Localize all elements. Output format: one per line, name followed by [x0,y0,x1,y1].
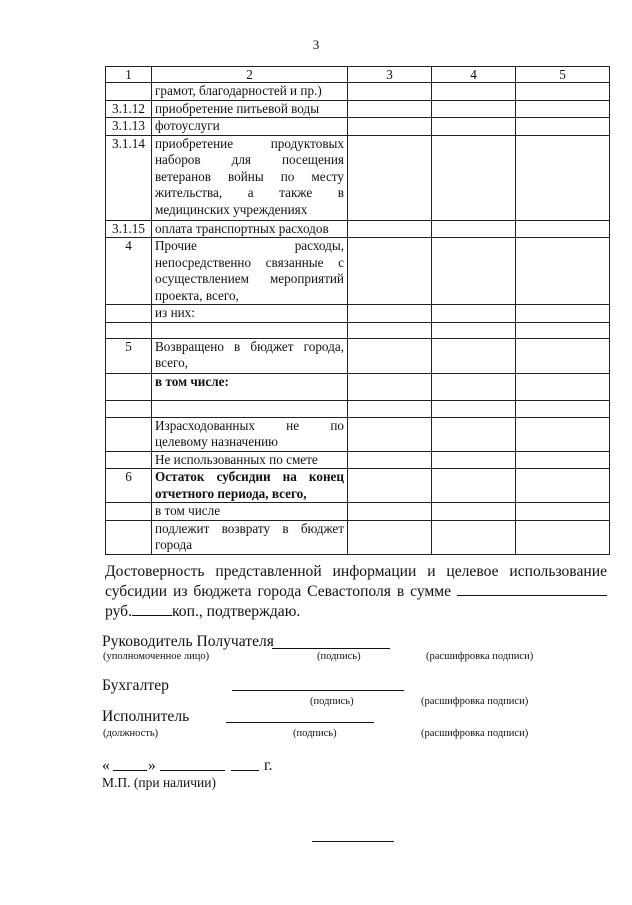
row-value-cell-5[interactable] [516,135,610,220]
row-value-cell-3[interactable] [348,322,432,338]
row-value-cell-5[interactable] [516,220,610,238]
row-number-cell: 4 [106,238,152,305]
row-description-cell: Возвращено в бюджет города, всего, [152,338,348,373]
table-row [106,338,610,373]
row-description-cell: оплата транспортных расходов [152,220,348,238]
row-value-cell-4[interactable] [432,305,516,323]
row-value-cell-3[interactable] [348,373,432,400]
row-number-cell [106,400,152,417]
row-value-cell-5[interactable] [516,503,610,521]
row-number-cell [106,520,152,554]
row-value-cell-5[interactable] [516,305,610,323]
date-day-line[interactable] [113,770,147,771]
header-cell-3: 3 [348,67,432,83]
row-value-cell-5[interactable] [516,469,610,503]
row-value-cell-4[interactable] [432,338,516,373]
table-row [106,83,610,101]
row-value-cell-5[interactable] [516,118,610,136]
table-row [106,135,610,220]
head-label: Руководитель Получателя [102,633,274,650]
row-value-cell-4[interactable] [432,400,516,417]
row-value-cell-4[interactable] [432,83,516,101]
row-value-cell-3[interactable] [348,100,432,118]
row-value-cell-3[interactable] [348,83,432,101]
head-signature-line[interactable] [272,648,390,649]
row-value-cell-4[interactable] [432,322,516,338]
row-number-cell: 3.1.13 [106,118,152,136]
row-description-cell [152,400,348,417]
row-value-cell-3[interactable] [348,135,432,220]
row-number-cell [106,322,152,338]
head-decode-hint: (расшифровка подписи) [426,651,534,662]
row-value-cell-5[interactable] [516,338,610,373]
row-value-cell-3[interactable] [348,338,432,373]
stamp-label: М.П. (при наличии) [102,775,216,790]
row-value-cell-3[interactable] [348,417,432,451]
table-row [106,305,610,323]
row-value-cell-5[interactable] [516,322,610,338]
table-row [106,238,610,305]
footer-rule [312,841,394,842]
row-description-cell: в том числе [152,503,348,521]
row-description-cell: приобретение продуктовых наборов для посещения ветеранов войны по месту жительства, а также в медицинских учреждениях [152,135,348,220]
table-row [106,118,610,136]
row-value-cell-5[interactable] [516,373,610,400]
certification-text: Достоверность представленной информации и целевое использование субсидии из бюджета города Севастополя в сумме [105,563,607,600]
header-cell-2: 2 [152,67,348,83]
row-value-cell-3[interactable] [348,469,432,503]
page-number: 3 [312,37,320,52]
table-row [106,469,610,503]
table-header-row [106,67,610,83]
table-row [106,322,610,338]
row-number-cell [106,451,152,469]
row-description-cell: подлежит возврату в бюджет города [152,520,348,554]
row-number-cell: 3.1.15 [106,220,152,238]
row-description-cell: фотоуслуги [152,118,348,136]
row-value-cell-4[interactable] [432,118,516,136]
row-description-cell: из них: [152,305,348,323]
row-number-cell [106,373,152,400]
row-value-cell-4[interactable] [432,220,516,238]
row-value-cell-5[interactable] [516,238,610,305]
row-number-cell: 5 [106,338,152,373]
table-row [106,373,610,400]
date-year-line[interactable] [231,770,259,771]
header-cell-1: 1 [106,67,152,83]
executor-position-hint: (должность) [103,728,159,739]
amount-blank[interactable] [457,583,607,596]
row-value-cell-3[interactable] [348,220,432,238]
report-table-body [106,67,610,555]
report-table [105,66,610,555]
row-value-cell-4[interactable] [432,503,516,521]
row-value-cell-4[interactable] [432,135,516,220]
row-description-cell: Не использованных по смете [152,451,348,469]
row-value-cell-5[interactable] [516,400,610,417]
table-row [106,520,610,554]
accountant-label: Бухгалтер [102,677,169,694]
row-value-cell-4[interactable] [432,373,516,400]
row-value-cell-4[interactable] [432,100,516,118]
table-row [106,451,610,469]
row-value-cell-4[interactable] [432,469,516,503]
table-row [106,503,610,521]
row-value-cell-5[interactable] [516,417,610,451]
row-description-cell [152,322,348,338]
row-description-cell: грамот, благодарностей и пр.) [152,83,348,101]
table-row [106,220,610,238]
row-value-cell-4[interactable] [432,520,516,554]
header-cell-5: 5 [516,67,610,83]
row-value-cell-5[interactable] [516,520,610,554]
accountant-signature-line[interactable] [232,690,404,691]
executor-decode-hint: (расшифровка подписи) [421,728,529,739]
row-value-cell-4[interactable] [432,238,516,305]
head-signature-hint: (подпись) [317,651,361,662]
row-value-cell-5[interactable] [516,83,610,101]
row-value-cell-5[interactable] [516,451,610,469]
row-number-cell: 3.1.14 [106,135,152,220]
date-close-quote: » [148,757,156,774]
row-value-cell-4[interactable] [432,417,516,451]
row-description-cell: приобретение питьевой воды [152,100,348,118]
accountant-decode-hint: (расшифровка подписи) [421,696,529,707]
row-description-cell: Прочие расходы, непосредственно связанные с осуществлением мероприятий проекта, всего, [152,238,348,305]
kop-label: коп., подтверждаю. [172,603,301,620]
row-number-cell [106,83,152,101]
year-suffix: г. [264,757,273,774]
row-value-cell-3[interactable] [348,451,432,469]
row-number-cell [106,305,152,323]
table-row [106,100,610,118]
certification-paragraph [105,562,607,622]
row-value-cell-3[interactable] [348,503,432,521]
row-value-cell-5[interactable] [516,100,610,118]
row-value-cell-3[interactable] [348,520,432,554]
row-number-cell [106,417,152,451]
row-description-cell: в том числе: [152,373,348,400]
row-value-cell-3[interactable] [348,400,432,417]
header-cell-4: 4 [432,67,516,83]
row-description-cell: Остаток субсидии на конец отчетного периода, всего, [152,469,348,503]
row-number-cell [106,503,152,521]
table-row [106,400,610,417]
table-row [106,417,610,451]
row-value-cell-3[interactable] [348,118,432,136]
row-value-cell-3[interactable] [348,305,432,323]
executor-signature-hint: (подпись) [293,728,337,739]
date-open-quote: « [102,757,110,774]
executor-label: Исполнитель [102,708,190,725]
row-value-cell-4[interactable] [432,451,516,469]
kop-blank[interactable] [132,603,172,616]
head-role-hint: (уполномоченное лицо) [103,651,210,662]
row-number-cell: 3.1.12 [106,100,152,118]
date-month-line[interactable] [160,770,225,771]
executor-signature-line[interactable] [226,722,374,723]
rub-label: руб. [105,603,133,620]
row-description-cell: Израсходованных не по целевому назначению [152,417,348,451]
row-value-cell-3[interactable] [348,238,432,305]
accountant-signature-hint: (подпись) [310,696,354,707]
row-number-cell: 6 [106,469,152,503]
